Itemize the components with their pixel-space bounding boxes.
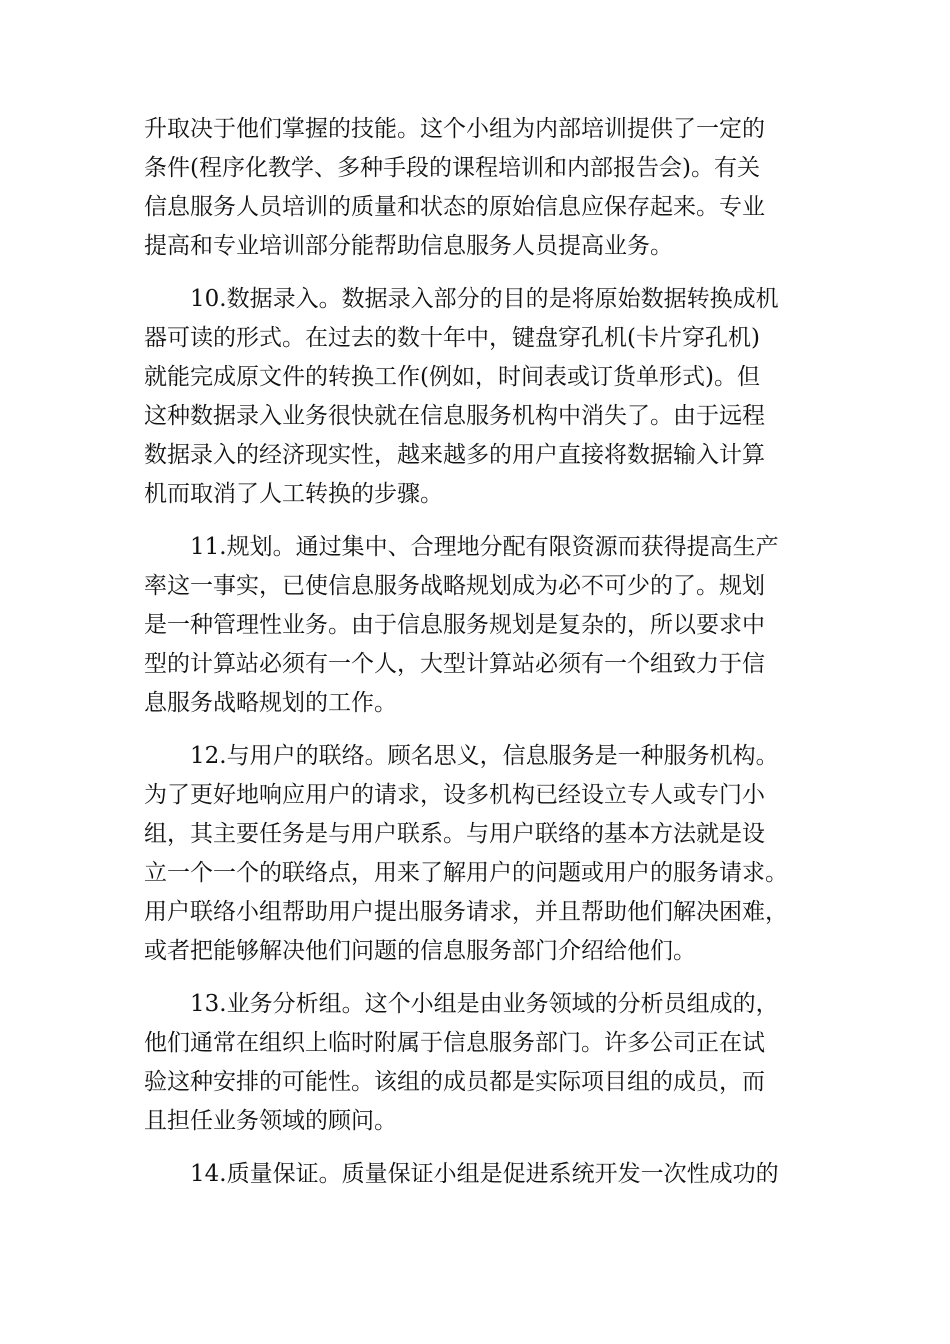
text-line: 且担任业务领域的顾问。 [144, 1108, 397, 1134]
text-line: 升取决于他们掌握的技能。这个小组为内部培训提供了一定的 [144, 116, 765, 142]
text-line: 立一个一个的联络点，用来了解用户的问题或用户的服务请求。 [144, 860, 788, 886]
text-line: 信息服务人员培训的质量和状态的原始信息应保存起来。专业 [144, 194, 765, 220]
paragraph-data-entry [144, 280, 824, 514]
text-line: 14.质量保证。质量保证小组是促进系统开发一次性成功的 [190, 1161, 779, 1187]
text-line: 型的计算站必须有一个人，大型计算站必须有一个组致力于信 [144, 651, 765, 677]
text-line: 10.数据录入。数据录入部分的目的是将原始数据转换成机 [190, 286, 779, 312]
paragraph-user-liaison [144, 737, 824, 971]
text-line: 12.与用户的联络。顾名思义，信息服务是一种服务机构。 [190, 743, 779, 769]
text-line: 率这一事实，已使信息服务战略规划成为必不可少的了。规划 [144, 573, 765, 599]
text-line: 条件(程序化教学、多种手段的课程培训和内部报告会)。有关 [144, 155, 760, 181]
document-body [144, 110, 824, 1194]
paragraph-planning [144, 528, 824, 723]
paragraph-training-continued [144, 110, 824, 266]
text-line: 验这种安排的可能性。该组的成员都是实际项目组的成员，而 [144, 1069, 765, 1095]
text-line: 数据录入的经济现实性，越来越多的用户直接将数据输入计算 [144, 442, 765, 468]
paragraph-quality-assurance [144, 1155, 824, 1194]
text-line: 组，其主要任务是与用户联系。与用户联络的基本方法就是设 [144, 821, 765, 847]
text-line: 或者把能够解决他们问题的信息服务部门介绍给他们。 [144, 938, 696, 964]
text-line: 息服务战略规划的工作。 [144, 690, 397, 716]
paragraph-business-analysis [144, 985, 824, 1141]
text-line: 11.规划。通过集中、合理地分配有限资源而获得提高生产 [190, 534, 779, 560]
text-line: 这种数据录入业务很快就在信息服务机构中消失了。由于远程 [144, 403, 765, 429]
text-line: 就能完成原文件的转换工作(例如，时间表或订货单形式)。但 [144, 364, 760, 390]
text-line: 为了更好地响应用户的请求，设多机构已经设立专人或专门小 [144, 782, 765, 808]
text-line: 器可读的形式。在过去的数十年中，键盘穿孔机(卡片穿孔机) [144, 325, 760, 351]
text-line: 是一种管理性业务。由于信息服务规划是复杂的，所以要求中 [144, 612, 765, 638]
text-line: 他们通常在组织上临时附属于信息服务部门。许多公司正在试 [144, 1030, 765, 1056]
text-line: 13.业务分析组。这个小组是由业务领域的分析员组成的， [190, 991, 779, 1017]
text-line: 用户联络小组帮助用户提出服务请求，并且帮助他们解决困难， [144, 899, 788, 925]
text-line: 机而取消了人工转换的步骤。 [144, 481, 443, 507]
text-line: 提高和专业培训部分能帮助信息服务人员提高业务。 [144, 233, 673, 259]
